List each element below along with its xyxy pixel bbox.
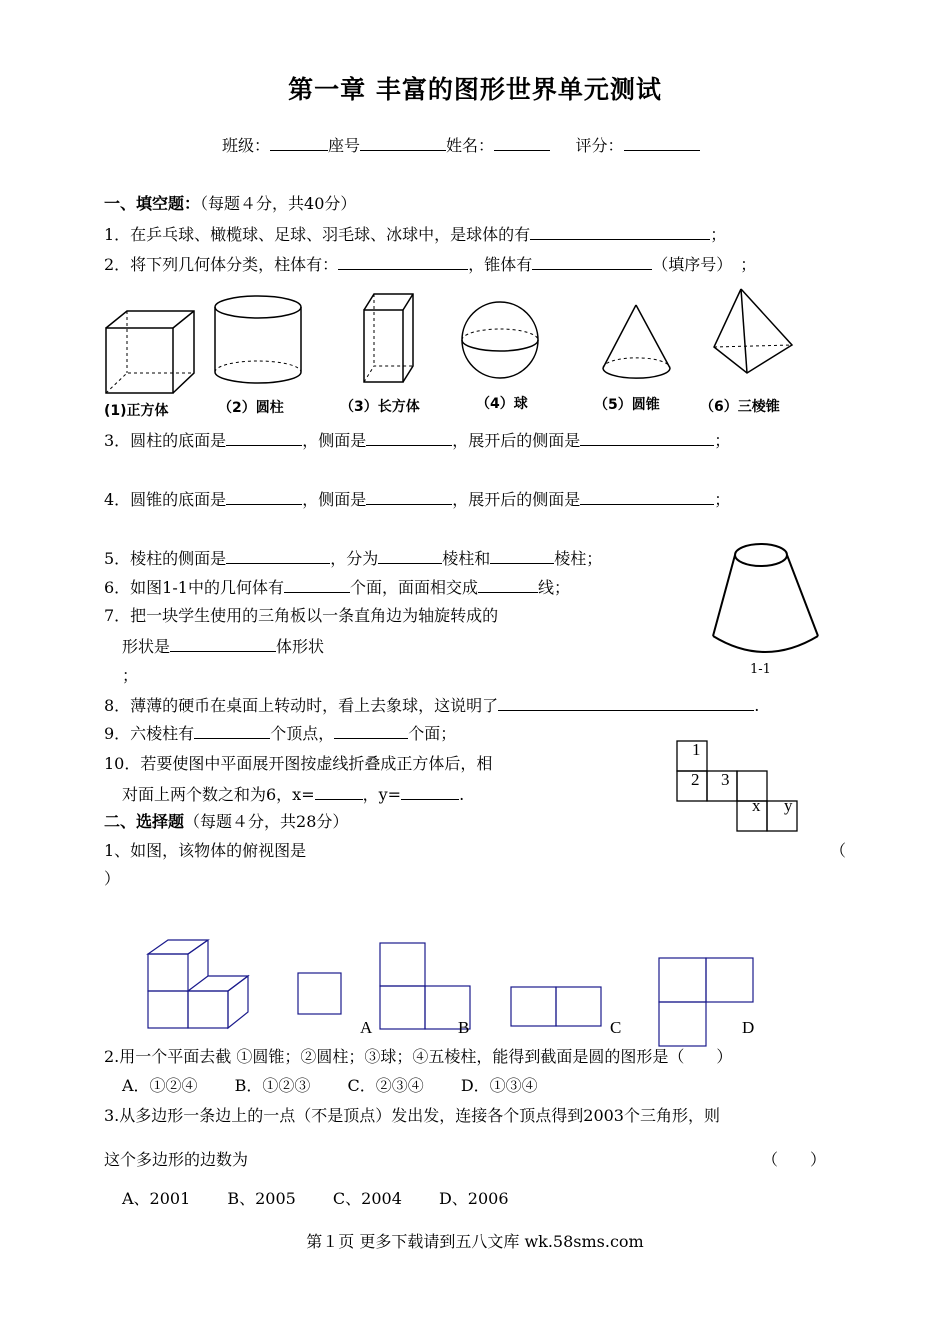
fill-q3-end: ； (714, 431, 731, 450)
fill-q2-text: 2．将下列几何体分类，柱体有： (104, 255, 339, 274)
top-view-choices-figure (0, 930, 950, 1050)
fill-q6-blank-faces[interactable] (284, 577, 350, 593)
fill-q9-b: 个顶点， (270, 724, 335, 743)
fill-q9-blank-vertices[interactable] (194, 723, 270, 739)
fill-q10-line2 (122, 784, 464, 805)
fill-q4-b: ，侧面是 (302, 490, 367, 509)
fill-q5-c: 棱柱和 (442, 549, 491, 568)
fill-q4-blank-side[interactable] (366, 489, 452, 505)
fill-q8-blank[interactable] (498, 695, 754, 711)
fill-q9-a: 9．六棱柱有 (104, 724, 195, 743)
cone-drawing (603, 305, 670, 378)
section2-heading (104, 812, 348, 832)
fill-q5-blank-type2[interactable] (490, 548, 554, 564)
fill-q7-blank[interactable] (170, 636, 276, 652)
section1-title: 一、填空题： (104, 194, 201, 213)
choice-a-drawing (298, 973, 341, 1014)
net-label-2: 2 (691, 770, 700, 789)
fill-q5-blank-type1[interactable] (378, 548, 442, 564)
net-label-1: 1 (692, 740, 701, 759)
fill-q5-d: 棱柱； (554, 549, 603, 568)
choice-c-drawing (511, 987, 601, 1026)
fill-q8-end: . (754, 696, 760, 715)
fill-q8-text: 8．薄薄的硬币在桌面上转动时，看上去象球，这说明了 (104, 696, 499, 715)
fill-q6-a: 6．如图1-1中的几何体有 (104, 578, 284, 597)
fill-q3-blank-side[interactable] (366, 430, 452, 446)
fill-q10-blank-x[interactable] (315, 784, 363, 800)
choice-q1-open: （ (830, 841, 847, 860)
fill-q3-c: ，展开后的侧面是 (452, 431, 581, 450)
fill-q4-a: 4．圆锥的底面是 (104, 490, 227, 509)
choice-q3-options: A、2001 B、2005 C、2004 D、2006 (122, 1189, 509, 1208)
choice-q1-close: ） (104, 869, 121, 888)
cuboid-drawing (364, 294, 413, 382)
fill-q7-line2 (122, 636, 324, 657)
choice-label-a: A (360, 1018, 373, 1037)
choice-q3-line1: 3.从多边形一条边上的一点（不是顶点）发出发，连接各个顶点得到2003个三角形，则 (104, 1106, 720, 1125)
stacked-cubes-drawing (148, 940, 248, 1028)
fill-q6-blank-lines[interactable] (478, 577, 538, 593)
fill-q7-line3: ； (122, 666, 139, 685)
choice-d-drawing (659, 958, 753, 1046)
section2-title: 二、选择题 (104, 812, 185, 831)
fill-q1-end: ； (710, 225, 727, 244)
net-label-x: x (752, 796, 761, 815)
fill-q2-mid: ，锥体有 (468, 255, 533, 274)
cylinder-drawing (215, 296, 301, 383)
class-label: 班级： (222, 136, 271, 155)
fill-q10-line1: 10．若要使图中平面展开图按虚线折叠成正方体后，相 (104, 754, 493, 773)
cube-drawing (106, 311, 194, 393)
fill-q10-blank-y[interactable] (401, 784, 459, 800)
caption-cuboid: （3）长方体 (340, 399, 420, 415)
fill-q7-line1: 7．把一块学生使用的三角板以一条直角边为轴旋转成的 (104, 606, 499, 625)
choice-q2-text: 2.用一个平面去截 ①圆锥；②圆柱；③球；④五棱柱，能得到截面是圆的图形是（ ） (104, 1047, 733, 1066)
fill-q4 (104, 489, 730, 510)
solids-figure (0, 0, 950, 420)
choice-q3-paren: （ ） (762, 1150, 827, 1169)
fill-q6-c: 线； (537, 578, 570, 597)
fill-q2-end: （填序号） ； (652, 255, 757, 274)
fill-q4-c: ，展开后的侧面是 (452, 490, 581, 509)
choice-q2-options: A．①②④ B．①②③ C．②③④ D．①③④ (122, 1076, 538, 1095)
section2-note: （每题４分，共28分） (184, 812, 349, 831)
seat-label: 座号 (328, 136, 361, 155)
fill-q5-blank-side[interactable] (226, 548, 330, 564)
fill-q6-b: 个面，面面相交成 (349, 578, 478, 597)
page-title: 第一章 丰富的图形世界单元测试 (288, 75, 662, 104)
fill-q10-mid: ，y= (362, 785, 402, 804)
choice-label-b: B (458, 1018, 470, 1037)
pyramid-drawing (714, 289, 792, 373)
fill-q9-c: 个面； (408, 724, 457, 743)
section1-note: （每题４分，共40分） (200, 194, 357, 213)
choice-q1-text: 1、如图，该物体的俯视图是 (104, 841, 307, 860)
fill-q5-b: ，分为 (330, 549, 379, 568)
net-label-y: y (784, 796, 793, 815)
fill-q7-line2a: 形状是 (122, 637, 171, 656)
caption-pyramid: （6）三棱锥 (700, 399, 780, 415)
caption-cone: （5）圆锥 (594, 397, 660, 413)
page-footer: 第１页 更多下载请到五八文库 wk.58sms.com (306, 1232, 644, 1251)
choice-b-drawing (380, 943, 470, 1029)
fill-q3-a: 3．圆柱的底面是 (104, 431, 227, 450)
fill-q4-blank-base[interactable] (226, 489, 302, 505)
figure-1-1-label: 1-1 (750, 662, 771, 677)
name-label: 姓名： (446, 136, 495, 155)
caption-sphere: （4）球 (476, 396, 528, 412)
fill-q7-line2b: 体形状 (276, 637, 325, 656)
fill-q3 (104, 430, 730, 451)
fill-q3-blank-net[interactable] (580, 430, 714, 446)
score-label: 评分： (575, 136, 624, 155)
fill-q8 (104, 695, 759, 716)
choice-label-c: C (610, 1018, 622, 1037)
caption-cylinder: （2）圆柱 (218, 400, 284, 416)
fill-q5-a: 5．棱柱的侧面是 (104, 549, 227, 568)
choice-label-d: D (742, 1018, 755, 1037)
fill-q1-text: 1．在乒乓球、橄榄球、足球、羽毛球、冰球中，是球体的有 (104, 225, 531, 244)
fill-q9 (104, 723, 456, 744)
caption-cube: (1)正方体 (104, 403, 169, 419)
fill-q9-blank-faces[interactable] (334, 723, 408, 739)
sphere-drawing (462, 302, 538, 378)
net-label-3: 3 (721, 770, 730, 789)
fill-q10-line2-text: 对面上两个数之和为6，x= (122, 785, 315, 804)
fill-q3-b: ，侧面是 (302, 431, 367, 450)
fill-q10-end: . (459, 785, 465, 804)
fill-q5 (104, 548, 602, 569)
choice-q3-line2: 这个多边形的边数为 (104, 1150, 249, 1169)
figure-1-1-frustum (700, 540, 830, 670)
fill-q4-end: ； (714, 490, 731, 509)
fill-q6 (104, 577, 570, 598)
fill-q3-blank-base[interactable] (226, 430, 302, 446)
fill-q4-blank-net[interactable] (580, 489, 714, 505)
